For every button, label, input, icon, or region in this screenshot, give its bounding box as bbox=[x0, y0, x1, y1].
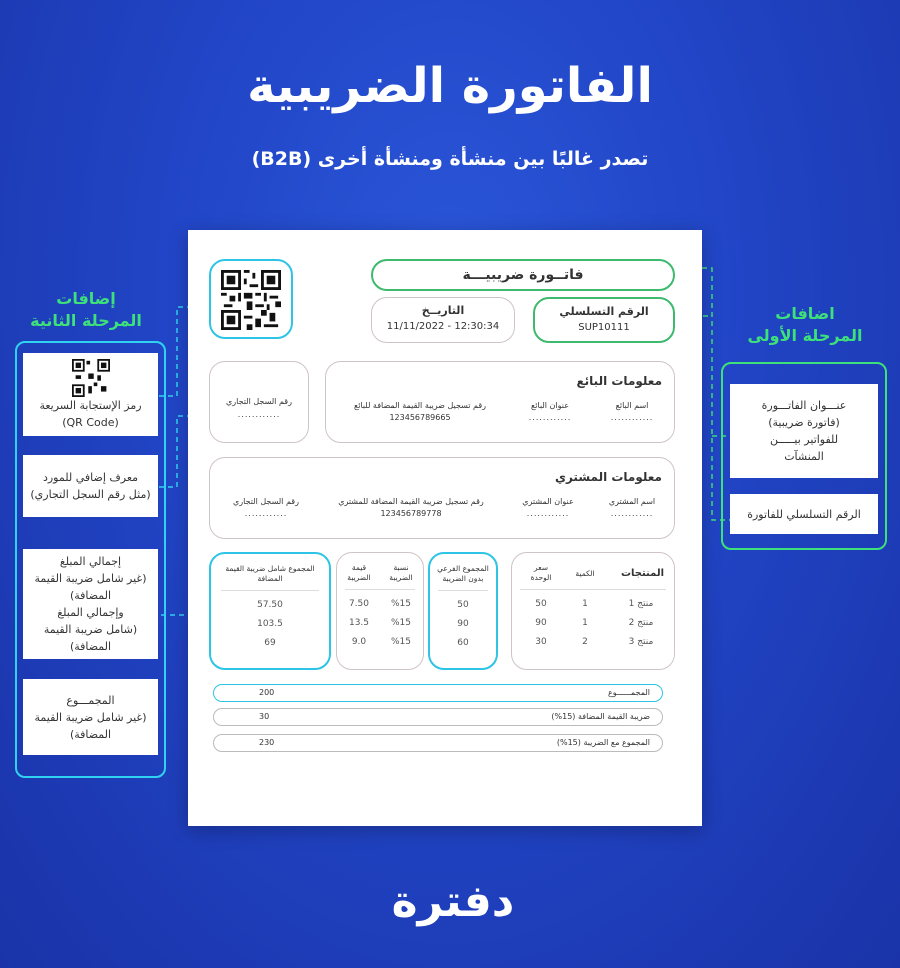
buyer-vat-label: رقم تسجيل ضريبة القيمة المضافة للمشتري bbox=[338, 497, 484, 506]
row3-product: منتج 3 bbox=[628, 637, 654, 647]
right-panel-heading bbox=[735, 303, 875, 347]
card-text: المضافة) bbox=[69, 727, 112, 741]
card-supplier-id bbox=[23, 455, 158, 517]
total-box bbox=[209, 552, 331, 670]
tax-header: قيمة الضريبة bbox=[347, 563, 371, 582]
row1-product: منتج 1 bbox=[628, 599, 654, 609]
card-text: عنـــوان الفاتـــورة bbox=[761, 399, 847, 412]
row2-total: 103.5 bbox=[257, 619, 283, 629]
date-box bbox=[371, 297, 515, 343]
row3-subtotal: 60 bbox=[457, 638, 469, 648]
rate-header: نسبة الضريبة bbox=[389, 563, 413, 582]
buyer-name-label: اسم المشتري bbox=[608, 497, 656, 506]
card-text: معرف إضافي للمورد bbox=[42, 471, 139, 484]
summary-label: ضريبة القيمة المضافة (15%) bbox=[551, 712, 650, 721]
card-text: (غير شامل ضريبة القيمة bbox=[34, 710, 147, 724]
qty-header: الكمية bbox=[575, 569, 595, 578]
card-qr-code bbox=[23, 353, 158, 436]
summary-value: 30 bbox=[259, 712, 270, 721]
card-serial-number bbox=[730, 494, 878, 534]
seller-cr-box bbox=[209, 361, 309, 443]
row1-qty: 1 bbox=[582, 599, 588, 609]
card-text: (مثل رقم السجل التجاري) bbox=[30, 488, 151, 501]
row3-rate: %15 bbox=[390, 637, 411, 647]
right-heading-line2: المرحلة الأولى bbox=[747, 326, 863, 345]
right-heading-line1: اضافات bbox=[775, 304, 835, 323]
products-box bbox=[511, 552, 675, 670]
divider bbox=[345, 589, 415, 590]
divider bbox=[438, 590, 488, 591]
vat-box bbox=[336, 552, 424, 670]
row3-tax: 9.0 bbox=[351, 637, 367, 647]
seller-address-label: عنوان البائع bbox=[531, 401, 569, 410]
divider bbox=[221, 590, 319, 591]
invoice-title: فاتــورة ضريبيـــة bbox=[371, 259, 675, 291]
qr-code-icon bbox=[72, 359, 110, 397]
card-text: المنشآت bbox=[784, 450, 824, 463]
buyer-cr-value: ............ bbox=[244, 509, 288, 518]
row1-tax: 7.50 bbox=[348, 599, 370, 609]
products-header: المنتجات bbox=[620, 568, 664, 579]
daftra-logo bbox=[378, 872, 528, 932]
seller-info-box bbox=[325, 361, 675, 443]
row1-price: 50 bbox=[535, 599, 547, 609]
buyer-cr-label: رقم السجل التجاري bbox=[233, 497, 299, 506]
row3-price: 30 bbox=[535, 637, 547, 647]
serial-value: SUP10111 bbox=[578, 322, 630, 333]
buyer-title: معلومات المشتري bbox=[554, 470, 662, 484]
seller-name-value: ............ bbox=[610, 413, 654, 422]
row2-price: 90 bbox=[535, 618, 547, 628]
invoice-paper bbox=[188, 230, 702, 826]
logo-text: دفترة bbox=[391, 876, 515, 927]
summary-row-grand bbox=[213, 734, 663, 752]
divider bbox=[520, 589, 666, 590]
serial-box bbox=[533, 297, 675, 343]
date-value: 11/11/2022 - 12:30:34 bbox=[386, 321, 500, 332]
left-panel bbox=[15, 341, 166, 778]
seller-cr-label: رقم السجل التجاري bbox=[226, 397, 292, 406]
row3-total: 69 bbox=[264, 638, 276, 648]
card-text: (شامل ضريبة القيمة bbox=[43, 623, 138, 636]
buyer-vat-value: 123456789778 bbox=[380, 509, 442, 518]
card-text: للفواتير بيـــــن bbox=[769, 433, 839, 446]
row1-total: 57.50 bbox=[257, 600, 283, 610]
subtotal-box bbox=[428, 552, 498, 670]
hero-subtitle: تصدر غالبًا بين منشأة ومنشأة أخرى (B2B) bbox=[251, 148, 649, 170]
buyer-address-value: ............ bbox=[526, 509, 570, 518]
summary-value: 200 bbox=[259, 688, 275, 697]
row2-product: منتج 2 bbox=[628, 618, 654, 628]
row3-qty: 2 bbox=[582, 637, 588, 647]
card-text: (QR Code) bbox=[62, 415, 119, 429]
left-panel-heading bbox=[22, 288, 150, 332]
card-text: المجمـــوع bbox=[66, 693, 115, 707]
card-text: المضافة) bbox=[69, 589, 112, 602]
seller-name-label: اسم البائع bbox=[615, 401, 649, 410]
seller-vat-value: 123456789665 bbox=[389, 413, 451, 422]
row1-subtotal: 50 bbox=[457, 600, 469, 610]
row2-subtotal: 90 bbox=[457, 619, 469, 629]
buyer-info-box bbox=[209, 457, 675, 539]
summary-label: المجموع مع الضريبة (15%) bbox=[556, 738, 650, 747]
card-text: وإجمالي المبلغ bbox=[57, 606, 124, 619]
card-text: (فاتورة ضريبية) bbox=[768, 416, 840, 429]
card-text: الرقم التسلسلي للفاتورة bbox=[747, 507, 861, 521]
date-label: التاريــخ bbox=[421, 304, 465, 317]
qr-code-icon bbox=[221, 270, 281, 330]
price-header: سعر الوحدة bbox=[530, 563, 552, 582]
seller-vat-label: رقم تسجيل ضريبة القيمة المضافة للبائع bbox=[353, 401, 487, 410]
row2-qty: 1 bbox=[582, 618, 588, 628]
row2-rate: %15 bbox=[390, 618, 411, 628]
left-heading-line2: المرحلة الثانية bbox=[30, 311, 142, 330]
subtotal-header: المجموع الفرعي بدون الضريبة bbox=[437, 564, 489, 583]
row1-rate: %15 bbox=[390, 599, 411, 609]
card-text: رمز الإستجابة السريعة bbox=[39, 398, 142, 412]
seller-address-value: ............ bbox=[528, 413, 572, 422]
seller-cr-value: ............ bbox=[237, 410, 281, 419]
card-invoice-title bbox=[730, 384, 878, 478]
row2-tax: 13.5 bbox=[348, 618, 370, 628]
summary-row-total bbox=[213, 684, 663, 702]
seller-title: معلومات البائع bbox=[576, 374, 662, 388]
left-heading-line1: إضافات bbox=[56, 289, 116, 308]
buyer-address-label: عنوان المشتري bbox=[522, 497, 574, 506]
summary-value: 230 bbox=[259, 738, 275, 747]
qr-box bbox=[209, 259, 293, 339]
card-text: (غير شامل ضريبة القيمة bbox=[34, 572, 147, 585]
card-text: إجمالي المبلغ bbox=[59, 555, 122, 568]
hero-title: الفاتورة الضريبية bbox=[247, 58, 653, 114]
buyer-name-value: ............ bbox=[610, 509, 654, 518]
serial-label: الرقم التسلسلي bbox=[559, 305, 649, 318]
summary-row-vat bbox=[213, 708, 663, 726]
card-total-amounts bbox=[23, 549, 158, 659]
card-text: المضافة) bbox=[69, 640, 112, 653]
card-sum bbox=[23, 679, 158, 755]
total-header: المجموع شامل ضريبة القيمة المضافة bbox=[225, 564, 315, 583]
summary-label: المجمــــــوع bbox=[607, 688, 650, 697]
right-panel bbox=[721, 362, 887, 550]
